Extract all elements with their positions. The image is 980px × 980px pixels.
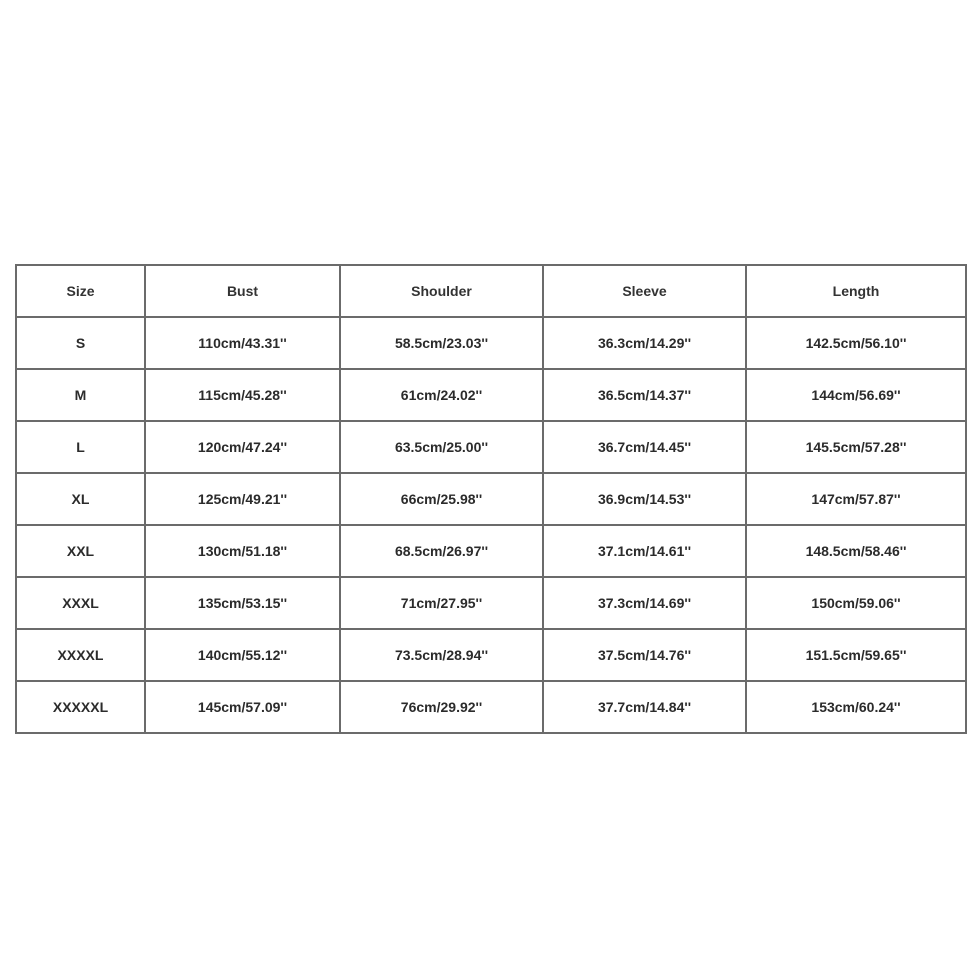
cell-bust: 140cm/55.12'' [145,629,340,681]
cell-length: 151.5cm/59.65'' [746,629,966,681]
cell-sleeve: 36.5cm/14.37'' [543,369,746,421]
cell-shoulder: 63.5cm/25.00'' [340,421,543,473]
cell-bust: 115cm/45.28'' [145,369,340,421]
cell-size: XXL [16,525,145,577]
cell-length: 145.5cm/57.28'' [746,421,966,473]
cell-size: S [16,317,145,369]
cell-length: 144cm/56.69'' [746,369,966,421]
cell-shoulder: 66cm/25.98'' [340,473,543,525]
cell-sleeve: 37.3cm/14.69'' [543,577,746,629]
table-row [16,421,966,473]
cell-bust: 130cm/51.18'' [145,525,340,577]
cell-size: M [16,369,145,421]
header-sleeve: Sleeve [543,265,746,317]
table-row [16,525,966,577]
table-header-row [16,265,966,317]
cell-size: XL [16,473,145,525]
cell-sleeve: 37.1cm/14.61'' [543,525,746,577]
header-shoulder: Shoulder [340,265,543,317]
table-row [16,473,966,525]
table-row [16,577,966,629]
cell-size: XXXL [16,577,145,629]
cell-shoulder: 73.5cm/28.94'' [340,629,543,681]
cell-size: L [16,421,145,473]
cell-size: XXXXXL [16,681,145,733]
cell-length: 150cm/59.06'' [746,577,966,629]
header-size: Size [16,265,145,317]
cell-bust: 110cm/43.31'' [145,317,340,369]
table-row [16,629,966,681]
cell-bust: 135cm/53.15'' [145,577,340,629]
cell-shoulder: 76cm/29.92'' [340,681,543,733]
cell-shoulder: 71cm/27.95'' [340,577,543,629]
cell-sleeve: 36.3cm/14.29'' [543,317,746,369]
cell-bust: 145cm/57.09'' [145,681,340,733]
cell-shoulder: 68.5cm/26.97'' [340,525,543,577]
cell-sleeve: 36.9cm/14.53'' [543,473,746,525]
cell-length: 142.5cm/56.10'' [746,317,966,369]
cell-sleeve: 37.5cm/14.76'' [543,629,746,681]
cell-bust: 125cm/49.21'' [145,473,340,525]
cell-size: XXXXL [16,629,145,681]
size-chart-table [15,264,967,734]
header-length: Length [746,265,966,317]
cell-bust: 120cm/47.24'' [145,421,340,473]
cell-shoulder: 61cm/24.02'' [340,369,543,421]
cell-length: 153cm/60.24'' [746,681,966,733]
table-row [16,369,966,421]
cell-sleeve: 36.7cm/14.45'' [543,421,746,473]
cell-length: 147cm/57.87'' [746,473,966,525]
header-bust: Bust [145,265,340,317]
cell-shoulder: 58.5cm/23.03'' [340,317,543,369]
table-row [16,681,966,733]
cell-length: 148.5cm/58.46'' [746,525,966,577]
table-row [16,317,966,369]
cell-sleeve: 37.7cm/14.84'' [543,681,746,733]
